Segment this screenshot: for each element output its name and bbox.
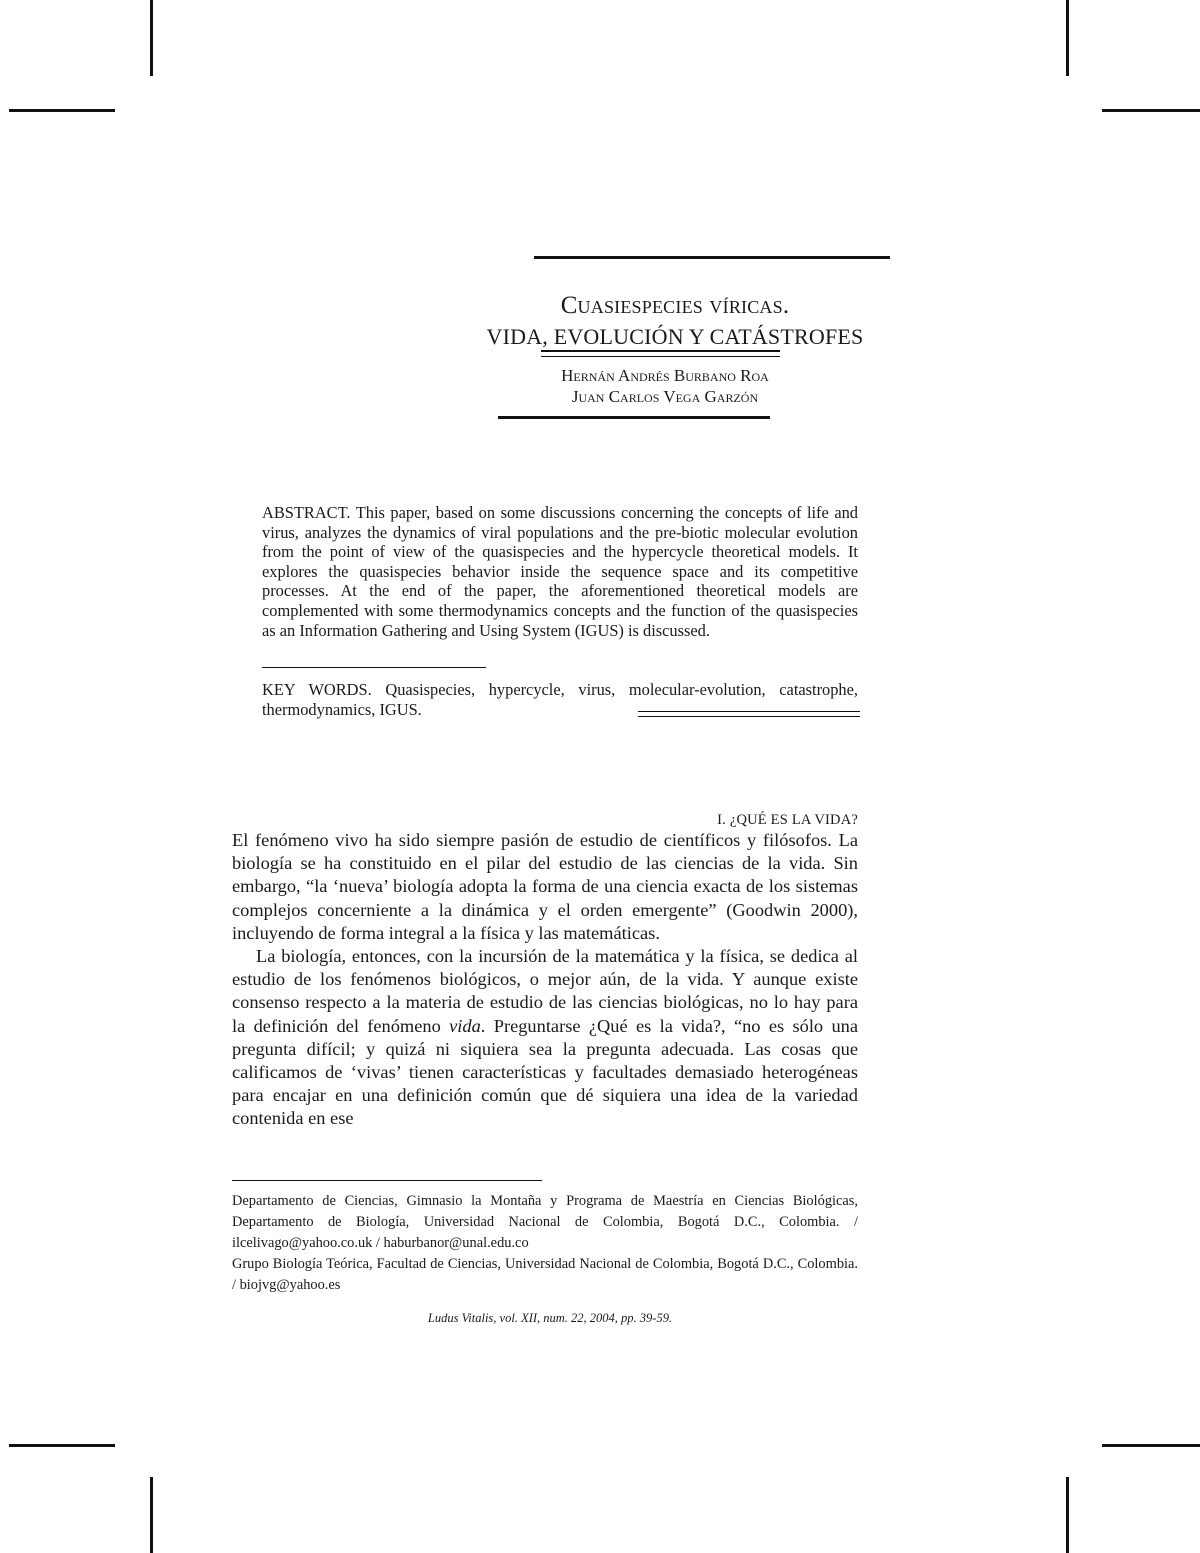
footnote-2: Grupo Biología Teórica, Facultad de Ciencias, Universidad Nacional de Colombia, Bogotá D.C., Colombia. / biojvg@yahoo.es: [232, 1256, 858, 1293]
body-paragraph-2-emphasis: vida: [449, 1015, 481, 1036]
body-paragraph-1: El fenómeno vivo ha sido siempre pasión de estudio de científicos y filósofos. La biología se ha constituido en el pilar del estudio de las ciencias de la vida. Sin embargo, “la ‘nueva’ biología adopta la forma de una ciencia exacta de los sistemas complejos concerniente a la dinámica y el orden emergente” (Goodwin 2000), incluyendo de forma integral a la física y las matemáticas.: [232, 830, 858, 943]
authors-bottom-rule: [498, 416, 770, 419]
crop-mark-bottom-right-vertical: [1066, 1477, 1069, 1553]
keywords-text: KEY WORDS. Quasispecies, hypercycle, virus, molecular-evolution, catastrophe, thermodynamics, IGUS.: [262, 680, 858, 719]
authors-block: [470, 365, 860, 407]
section-heading: I. ¿QUÉ ES LA VIDA?: [717, 812, 858, 828]
crop-mark-top-right-vertical: [1066, 0, 1069, 76]
title-double-rule-upper: [541, 350, 780, 352]
author-2: Juan Carlos Vega Garzón: [571, 387, 759, 406]
crop-mark-top-right-horizontal: [1102, 109, 1200, 112]
body-paragraph-2-end: . Preguntarse ¿Qué es la vida?, “no es sólo una pregunta difícil; y quizá ni siquiera sea la pregunta adecuada. Las cosas que calificamos de ‘vivas’ tienen características y facultades demasiado heterogéneas para encajar en una definición común que dé siquiera una idea de la variedad contenida en ese: [232, 1015, 858, 1129]
title-line-2: VIDA, EVOLUCIÓN Y CATÁSTROFES: [486, 324, 864, 349]
article-title: [470, 290, 880, 352]
footnote-separator-rule: [232, 1180, 542, 1181]
title-double-rule-lower: [541, 356, 780, 357]
crop-mark-bottom-left-horizontal: [9, 1444, 115, 1447]
journal-citation: Ludus Vitalis, vol. XII, num. 22, 2004, pp. 39-59.: [427, 1311, 673, 1325]
body-paragraph-2-start: La biología, entonces, con la incursión de la matemática y la física, se dedica al estudio de los fenómenos biológicos, o mejor aún, de la vida. Y aunque existe consenso respecto a la materia de estudio de las ciencias biológicas, no lo hay para la definición del fenómeno: [232, 946, 858, 1036]
crop-mark-top-left-horizontal: [9, 109, 115, 112]
crop-mark-bottom-right-horizontal: [1102, 1444, 1200, 1447]
keywords-double-rule-upper: [638, 711, 860, 712]
crop-mark-bottom-left-vertical: [150, 1477, 153, 1553]
body-paragraph-2: [232, 945, 858, 1131]
footnote-1: Departamento de Ciencias, Gimnasio la Montaña y Programa de Maestría en Ciencias Biológicas, Departamento de Biología, Universidad Nacional de Colombia, Bogotá D.C., Colombia. / ilcelivago@yahoo.co.uk / haburbanor@unal.edu.co: [232, 1193, 858, 1251]
body-text: [232, 829, 858, 1131]
crop-mark-top-left-vertical: [150, 0, 153, 76]
title-top-rule: [534, 256, 890, 259]
title-line-1: Cuasiespecies víricas.: [560, 292, 790, 319]
footnotes: [232, 1191, 858, 1296]
keywords-double-rule-lower: [638, 716, 860, 717]
author-1: Hernán Andrés Burbano Roa: [561, 366, 769, 385]
abstract-separator-rule: [262, 667, 486, 668]
abstract-text: ABSTRACT. This paper, based on some discussions concerning the concepts of life and virus, analyzes the dynamics of viral populations and the pre-biotic molecular evolution from the point of view of the quasispecies and the hypercycle theoretical models. It explores the quasispecies behavior inside the sequence space and its competitive processes. At the end of the paper, the aforementioned theoretical models are complemented with some thermodynamics concepts and the function of the quasispecies as an Information Gathering and Using System (IGUS) is discussed.: [262, 503, 858, 640]
